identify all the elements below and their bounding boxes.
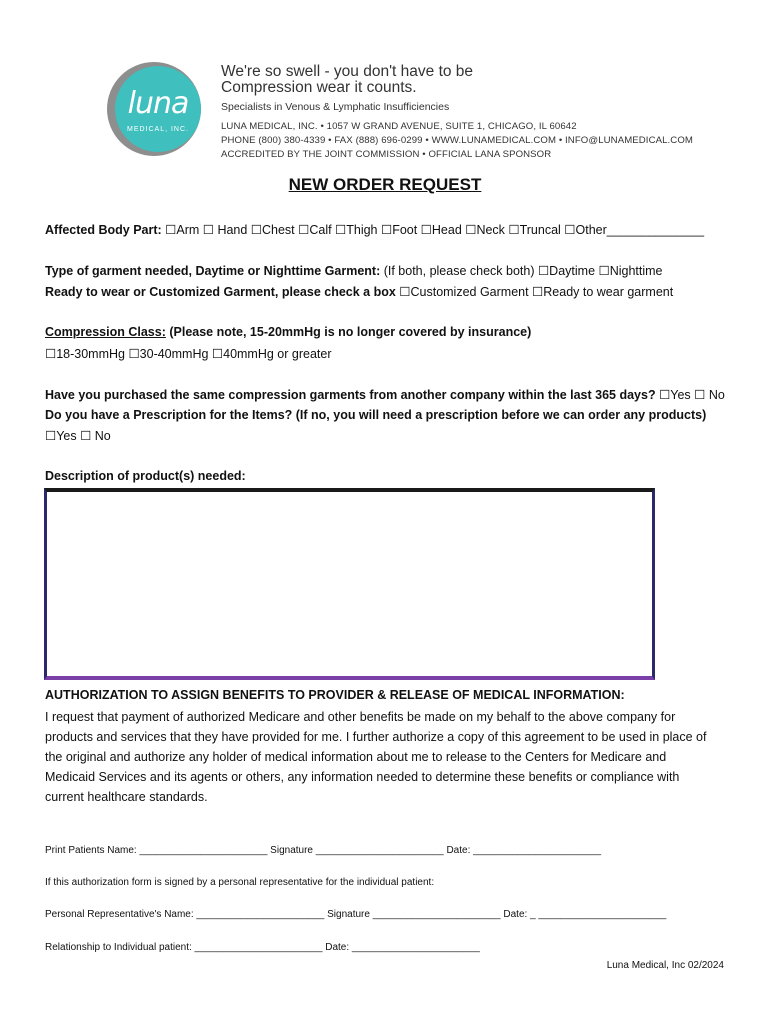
address-text: LUNA MEDICAL, INC. • 1057 W GRAND AVENUE, SUITE 1, CHICAGO, IL 60642 — [221, 121, 577, 132]
authorization-text: I request that payment of authorized Medicare and other benefits be made on my behalf to the above company for products and services that they have provided for me. I further authorize a copy of this agreement to be used in place of the original and authorize any holder of medical information about me to release to the Centers for Medicare and Medicaid Services and its agents or others, any information needed to determine these benefits or compliance with current healthcare standards. — [45, 710, 707, 804]
body-part-label: Affected Body Part: — [45, 223, 162, 237]
tagline-line-2: Compression wear it counts. — [221, 79, 417, 96]
luna-logo — [107, 62, 201, 156]
body-part-row — [45, 222, 704, 237]
tagline-line-1: We're so swell - you don't have to be — [221, 63, 474, 80]
contact-text: PHONE (800) 380-4339 • FAX (888) 696-0299 • WWW.LUNAMEDICAL.COM • INFO@LUNAMEDICAL.COM — [221, 135, 693, 146]
logo-word: luna — [127, 86, 189, 121]
compression-options[interactable]: ☐18-30mmHg ☐30-40mmHg ☐40mmHg or greater — [45, 347, 332, 361]
relationship-line[interactable]: Relationship to Individual patient: _______________________ Date: _______________________ — [45, 942, 480, 953]
compression-row — [45, 325, 531, 339]
representative-note: If this authorization form is signed by a personal representative for the individual patient: — [45, 877, 435, 888]
ready-options[interactable]: ☐Customized Garment ☐Ready to wear garment — [395, 285, 674, 299]
garment-type-label: Type of garment needed, Daytime or Nighttime Garment: — [45, 264, 381, 278]
logo-subtitle: MEDICAL, INC. — [126, 126, 189, 133]
compression-label: Compression Class: — [45, 325, 166, 339]
description-textbox[interactable] — [44, 488, 655, 680]
representative-signature-line[interactable]: Personal Representative's Name: _______________________ Signature _______________________ Date: _ _______________________ — [45, 909, 667, 920]
description-label: Description of product(s) needed: — [45, 469, 246, 483]
prescription-question: Do you have a Prescription for the Items? (If no, you will need a prescription before we can order any products) — [45, 408, 707, 422]
ready-row — [45, 284, 673, 299]
footer-text: Luna Medical, Inc 02/2024 — [606, 960, 724, 971]
compression-note: (Please note, 15-20mmHg is no longer covered by insurance) — [165, 325, 532, 339]
body-part-options[interactable]: ☐Arm ☐ Hand ☐Chest ☐Calf ☐Thigh ☐Foot ☐Head ☐Neck ☐Truncal ☐Other______________ — [165, 223, 705, 237]
logo-circle — [115, 66, 201, 152]
accreditation-text: ACCREDITED BY THE JOINT COMMISSION • OFFICIAL LANA SPONSOR — [221, 149, 552, 160]
prescription-options[interactable]: ☐Yes ☐ No — [45, 429, 111, 443]
page-title: NEW ORDER REQUEST — [288, 175, 482, 194]
specialty-text: Specialists in Venous & Lymphatic Insufficiencies — [221, 101, 450, 113]
authorization-title: AUTHORIZATION TO ASSIGN BENEFITS TO PROVIDER & RELEASE OF MEDICAL INFORMATION: — [45, 688, 625, 702]
garment-type-row — [45, 263, 663, 278]
letterhead — [221, 64, 693, 162]
ready-label: Ready to wear or Customized Garment, please check a box — [45, 285, 396, 299]
purchased-row — [45, 387, 725, 402]
patient-signature-line[interactable]: Print Patients Name: _______________________ Signature _______________________ Date: _______________________ — [45, 845, 602, 856]
garment-type-options[interactable]: (If both, please check both) ☐Daytime ☐Nighttime — [380, 264, 663, 278]
purchased-question: Have you purchased the same compression garments from another company within the last 365 days? — [45, 388, 656, 402]
purchased-options[interactable]: ☐Yes ☐ No — [655, 388, 725, 402]
